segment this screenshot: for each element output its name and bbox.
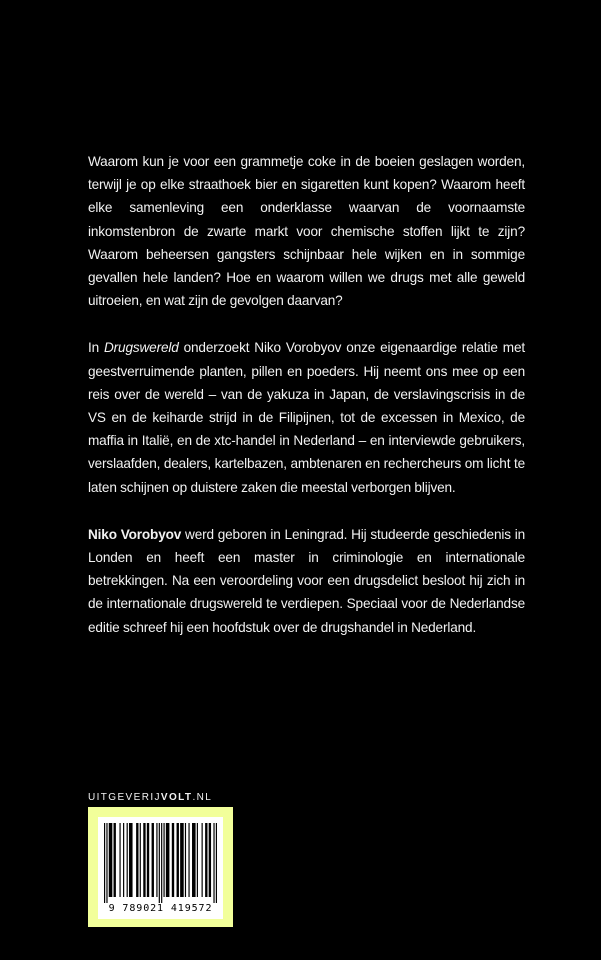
barcode-bar-22 (188, 823, 189, 897)
barcode-bar-19 (177, 823, 179, 897)
barcode-bar-15 (161, 823, 162, 903)
barcode-bar-29 (216, 823, 217, 903)
barcode-frame (88, 807, 233, 927)
barcode-bar-5 (123, 823, 124, 897)
barcode-label (98, 817, 223, 919)
barcode-bar-24 (197, 823, 198, 897)
barcode-bar-10 (143, 823, 145, 897)
publisher-prefix: UITGEVERIJ (88, 792, 161, 803)
summary-text: onderzoekt Niko Vorobyov onze eigenaardige relatie met geestverruimende planten, pillen en poeders. Hij neemt ons mee op een reis over de wereld – van de yakuza in Japan, de verslavingscrisis in de VS en de keiharde strijd in de Filipijnen, tot de excessen in Mexico, de maffia in Italië, en de xtc-handel in Nederland – en interviewde gebruikers, verslaafden, dealers, kartelbazen, ambtenaren en rechercheurs om licht te laten schijnen op duistere zaken die meestal verborgen blijven. (88, 340, 525, 495)
barcode-bar-13 (156, 823, 157, 897)
barcode-bar-28 (213, 823, 214, 903)
barcode-bar-6 (127, 823, 128, 897)
barcode-bar-17 (166, 823, 170, 897)
barcode-bar-21 (185, 823, 186, 897)
barcode-bar-11 (147, 823, 149, 897)
barcode-bar-18 (172, 823, 174, 897)
barcode-bar-12 (152, 823, 154, 897)
summary-intro-text: In (88, 340, 104, 356)
publisher-suffix: .NL (192, 792, 213, 803)
publisher-url (88, 792, 212, 803)
blurb-questions-text: Waarom kun je voor een grammetje coke in de boeien geslagen worden, terwijl je op elke straathoek bier en sigaretten kunt kopen? Waarom heeft elke samenleving een onderklasse waarvan de voornaamste inkomstenbron de zwarte markt voor chemische stoffen lijkt te zijn? Waarom beheersen gangsters schijnbaar hele wijken en in sommige gevallen hele landen? Hoe en waarom willen we drugs met alle geweld uitroeien, en wat zijn de gevolgen daarvan? (88, 154, 525, 309)
book-title: Drugswereld (104, 340, 179, 356)
barcode-bar-0 (104, 823, 105, 903)
publisher-name: VOLT (160, 792, 193, 803)
isbn-number: 9 789021 419572 (108, 903, 213, 914)
barcode-bar-27 (209, 823, 211, 897)
blurb-paragraph-questions (88, 150, 525, 312)
barcode-bar-2 (109, 823, 113, 897)
barcode-bar-25 (202, 823, 203, 897)
blurb-paragraph-author-bio (88, 523, 525, 639)
author-bio-text: werd geboren in Leningrad. Hij studeerde geschiedenis in Londen en heeft een master in criminologie en internationale betrekkingen. Na een veroordeling voor een drugsdelict besloot hij zich in de internationale drugswereld te verdiepen. Speciaal voor de Nederlandse editie schreef hij een hoofdstuk over de drugshandel in Nederland. (88, 526, 525, 635)
blurb-paragraph-summary (88, 336, 525, 498)
barcode-bar-26 (205, 823, 207, 897)
barcode-bar-14 (159, 823, 160, 903)
barcode-bar-9 (140, 823, 141, 897)
barcode-bar-7 (129, 823, 133, 897)
barcode-bar-4 (119, 823, 120, 897)
barcode-bars (104, 823, 217, 903)
barcode-bar-3 (114, 823, 116, 897)
barcode-bar-8 (136, 823, 138, 897)
barcode-bar-20 (180, 823, 184, 897)
author-name: Niko Vorobyov (88, 526, 182, 542)
back-cover-blurb (88, 150, 525, 663)
barcode-bar-23 (192, 823, 196, 897)
barcode-bar-1 (106, 823, 107, 903)
barcode-bar-16 (163, 823, 164, 897)
